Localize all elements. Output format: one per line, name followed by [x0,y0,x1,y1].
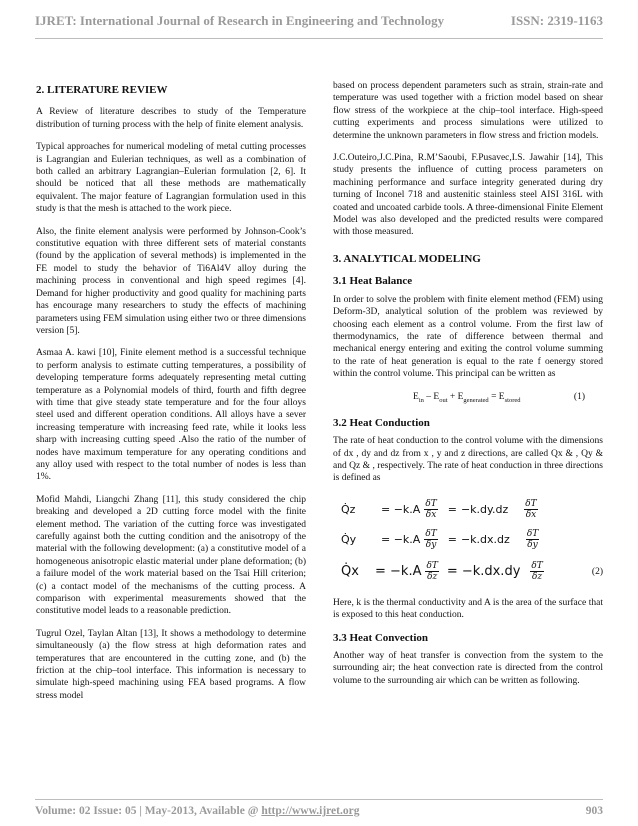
subsection-heading-heat-balance: 3.1 Heat Balance [333,275,413,288]
header-divider [35,38,603,39]
equation-2 [333,495,603,589]
paragraph: Mofid Mahdi, Liangchi Zhang [11], this study considered the chip breaking and developed a 2D cutting force model with the finite element method. The variation of the cutting force was investigated carefully against both the cutting condition and the anisotropy of the material with the following development: (a) a constitutive model of a homogeneous anisotropic elastic material under plane deformation; (b) a failure model of the work material based on the Tsai Hill criterion; (c) a contact model of the mechanisms of the cutting process. A comparison with experimental measurements showed that the constitutive model leads to a reasonable prediction. [36,494,306,617]
section-heading-literature-review: 2. LITERATURE REVIEW [36,84,168,96]
journal-title: IJRET: International Journal of Research in Engineering and Technology [35,13,445,28]
paragraph: Tugrul Ozel, Taylan Altan [13], It shows a methodology to determine simultaneously (a) the flow stress at high deformation rates and temperatures that are encountered in the cutting zone, and (b) the friction at the chip–tool interface. This information is necessary to simulate high-speed machining using FEA based programs. A flow stress model [36,628,306,701]
paragraph: Asmaa A. kawi [10], Finite element method is a successful technique to perform analysis to estimate cutting temperatures, a possibility of developing temperature forms adequately representing metal cutting temperature as a Polynomial models of third, fourth and fifth degree with time that give steady state temperature and for the four alloys steel used and different operation conditions. All alloys have a sever increasing temperature with increasing feed rate, while it looks less sharp with increasing cutting speed .Also the ratio of the number of nodes have maximum temperature for any operating conditions and any alloy used with respect to the total number of nodes is less than 1%. [36,348,306,483]
paragraph: The rate of heat conduction to the control volume with the dimensions of dx , dy and dz from x , y and z directions, are called Qx & , Qy & and Qz & , respectively. The rate of heat conduction in three directions is defined as [333,436,603,484]
equation-2-row-x: Q̇x = −k.A $\frac{\delta T}{\delta z}$ = −k.dx.dy $\frac{\delta T}{\delta z}$ (2) [341,561,603,583]
paragraph: Typical approaches for numerical modeling of metal cutting processes is Lagrangian and Eulerian techniques, as well as a combination of both called an arbitrary Lagrangian–Eulerian formulation [2, 6]. It should be noticed that all these methods are mathematically equivalent. The major feature of Lagrangian formulation used in this study is that the mesh is attached to the work piece. [36,142,306,215]
equation-1-number: (1) [573,391,585,402]
paragraph: Also, the finite element analysis were performed by Johnson-Cook’s constitutive equation with three different sets of material constants (found by the application of several methods) is implemented in the FE model to study the behavior of Ti6Al4V alloy during the machining process in conventional and high speed regimes [4]. Demand for higher productivity and good quality for machining parts has encourage many researchers to study the effects of machining parameters using FEM simulation using either two or three dimensions version [5]. [36,226,306,336]
paragraph: A Review of literature describes to study of the Temperature distribution of turning process with the help of finite element analysis. [36,107,306,130]
paragraph: In order to solve the problem with finite element method (FEM) using Deform-3D, analytical solution of the problem was reviewed by choosing each element as a control volume. From the first law of thermodynamics, the rate of difference between thermal and mechanical energy entering and exiting the control volume summing to the rate of heat generation is equal to the rate f oenergy stored within the control volume. This principal can be written as [333,294,603,380]
page-number: 903 [585,805,603,817]
paragraph: Another way of heat transfer is convection from the system to the surrounding air; the heat convection rate is directed from the control volume to the surrounding air which can be written as following. [333,651,603,686]
subsection-heading-heat-conduction: 3.2 Heat Conduction [333,416,430,429]
paragraph: based on process dependent parameters such as strain, strain-rate and temperature was used together with a friction model based on shear flow stress of the workpiece at the chip–tool interface. High-speed cutting experiments and process simulations were utilized to determine the unknown parameters in flow stress and friction models. [333,81,603,141]
paragraph: J.C.Outeiro,J.C.Pina, R.M’Saoubi, F.Pusavec,I.S. Jawahir [14], This study presents the influence of cutting process parameters on machining performance and surface integrity generated during dry turning of Inconel 718 and austenitic stainless steel AISI 316L with coated and uncoated carbide tools. A three-dimensional Finite Element Model was also developed and the predicted results were compared with those measured. [333,153,603,238]
equation-2-number: (2) [591,566,603,577]
paragraph: Here, k is the thermal conductivity and A is the area of the surface that is exposed to this heat conduction. [333,597,603,621]
journal-link[interactable]: http://www.ijret.org [261,805,360,817]
footer-divider [35,799,603,800]
right-column [333,80,603,697]
subsection-heading-heat-convection: 3.3 Heat Convection [333,631,429,644]
equation-2-row-y: Q̇y = −k.A $\frac{\delta T}{\delta y}$ = −k.dx.dz $\frac{\delta T}{\delta y}$ [341,529,539,551]
equation-1 [333,391,603,407]
issn: ISSN: 2319-1163 [510,13,603,28]
left-column [36,84,306,712]
equation-1-body: $E_{in} - E_{out} + E_{generated} = E_{stored}$ [413,391,521,404]
running-header [35,8,603,34]
volume-info: Volume: 02 Issue: 05 | May-2013, Available @ http://www.ijret.org [35,805,360,817]
section-heading-analytical-modeling: 3. ANALYTICAL MODELING [333,252,481,265]
running-footer [35,802,603,820]
equation-2-row-z: Q̇z = −k.A $\frac{\delta T}{\delta x}$ = −k.dy.dz $\frac{\delta T}{\delta x}$ [341,499,537,521]
